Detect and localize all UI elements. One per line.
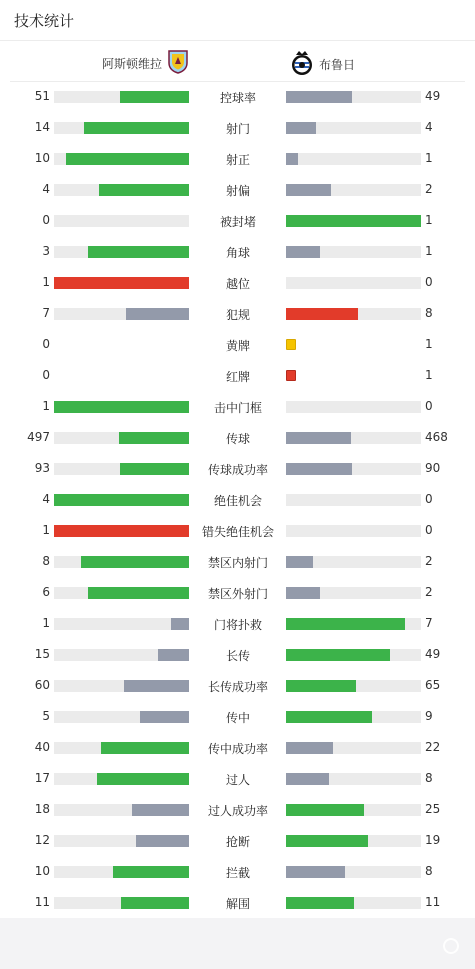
away-stat-value: 90 bbox=[425, 461, 441, 475]
home-stat-value: 10 bbox=[34, 864, 50, 878]
away-stat-bar bbox=[286, 587, 421, 599]
home-stat-bar bbox=[54, 91, 189, 103]
stat-row bbox=[0, 298, 475, 329]
home-stat-bar-fill bbox=[140, 711, 189, 723]
away-stat-bar-fill bbox=[286, 246, 320, 258]
home-stat-value: 60 bbox=[34, 678, 50, 692]
away-stat-bar bbox=[286, 804, 421, 816]
home-stat-value: 1 bbox=[42, 399, 50, 413]
home-stat-value: 4 bbox=[42, 182, 50, 196]
away-stat-bar bbox=[286, 153, 421, 165]
home-stat-bar bbox=[54, 897, 189, 909]
stat-label: 传中 bbox=[225, 711, 250, 725]
away-stat-bar bbox=[286, 215, 421, 227]
stat-row bbox=[0, 546, 475, 577]
away-stat-value: 1 bbox=[425, 151, 433, 165]
away-stat-bar bbox=[286, 277, 421, 289]
stat-row bbox=[0, 639, 475, 670]
stat-label: 传球 bbox=[225, 432, 250, 446]
home-stat-value: 8 bbox=[42, 554, 50, 568]
home-stat-bar-fill bbox=[54, 525, 189, 537]
home-stat-bar bbox=[54, 587, 189, 599]
away-stat-bar-fill bbox=[286, 432, 351, 444]
away-stat-bar bbox=[286, 618, 421, 630]
away-stat-bar bbox=[286, 649, 421, 661]
stat-row bbox=[0, 267, 475, 298]
home-stat-bar-fill bbox=[136, 835, 189, 847]
home-stat-bar bbox=[54, 153, 189, 165]
home-stat-bar-fill bbox=[121, 897, 189, 909]
away-stat-bar-fill bbox=[286, 122, 316, 134]
away-stat-value: 8 bbox=[425, 306, 433, 320]
stat-row bbox=[0, 453, 475, 484]
stat-label: 传球成功率 bbox=[207, 463, 268, 477]
home-stat-bar bbox=[54, 432, 189, 444]
away-stat-bar-fill bbox=[286, 897, 354, 909]
home-stat-bar bbox=[54, 742, 189, 754]
home-stat-value: 6 bbox=[42, 585, 50, 599]
away-stat-bar-fill bbox=[286, 618, 405, 630]
stat-label: 击中门框 bbox=[213, 401, 262, 415]
stat-row bbox=[0, 391, 475, 422]
stat-row bbox=[0, 515, 475, 546]
home-stat-bar bbox=[54, 184, 189, 196]
home-stat-value: 51 bbox=[34, 89, 50, 103]
away-stat-bar bbox=[286, 308, 421, 320]
home-stat-bar-fill bbox=[54, 401, 189, 413]
away-stat-bar bbox=[286, 711, 421, 723]
away-stat-value: 19 bbox=[425, 833, 441, 847]
watermark bbox=[443, 938, 465, 954]
away-stat-bar-fill bbox=[286, 742, 333, 754]
away-stat-bar bbox=[286, 742, 421, 754]
home-stat-bar bbox=[54, 773, 189, 785]
away-stat-value: 1 bbox=[425, 368, 433, 382]
home-team-name: 阿斯顿维拉 bbox=[102, 57, 163, 71]
away-stat-bar bbox=[286, 432, 421, 444]
away-stat-bar bbox=[286, 835, 421, 847]
away-stat-bar-fill bbox=[286, 711, 372, 723]
away-stat-bar bbox=[286, 525, 421, 537]
home-stat-value: 497 bbox=[27, 430, 50, 444]
home-stat-value: 3 bbox=[42, 244, 50, 258]
away-stat-value: 7 bbox=[425, 616, 433, 630]
away-stat-value: 65 bbox=[425, 678, 441, 692]
stat-label: 门将扑救 bbox=[213, 618, 262, 632]
away-stat-value: 2 bbox=[425, 585, 433, 599]
stat-label: 射正 bbox=[225, 153, 250, 167]
red-card-icon bbox=[286, 370, 296, 381]
away-stat-bar bbox=[286, 122, 421, 134]
stat-label: 过人成功率 bbox=[207, 804, 268, 818]
aston-villa-crest-icon bbox=[168, 50, 188, 77]
away-stat-value: 0 bbox=[425, 275, 433, 289]
stat-row bbox=[0, 174, 475, 205]
away-stat-value: 8 bbox=[425, 771, 433, 785]
home-stat-bar bbox=[54, 215, 189, 227]
away-stat-value: 1 bbox=[425, 244, 433, 258]
home-stat-bar bbox=[54, 401, 189, 413]
home-stat-bar-fill bbox=[84, 122, 189, 134]
away-stat-bar bbox=[286, 91, 421, 103]
home-stat-value: 11 bbox=[34, 895, 50, 909]
home-stat-value: 10 bbox=[34, 151, 50, 165]
away-team-name: 布鲁日 bbox=[319, 58, 356, 72]
away-stat-value: 49 bbox=[425, 89, 441, 103]
away-stat-value: 11 bbox=[425, 895, 441, 909]
stat-label: 越位 bbox=[225, 277, 250, 291]
home-stat-value: 7 bbox=[42, 306, 50, 320]
watermark-logo-icon bbox=[443, 938, 459, 954]
stat-label: 射偏 bbox=[225, 184, 250, 198]
teams-header bbox=[10, 41, 465, 82]
stat-row bbox=[0, 856, 475, 887]
home-stat-bar bbox=[54, 866, 189, 878]
away-stat-bar-fill bbox=[286, 91, 352, 103]
stat-label: 绝佳机会 bbox=[213, 494, 262, 508]
stat-row bbox=[0, 608, 475, 639]
home-stat-bar-fill bbox=[99, 184, 189, 196]
home-stat-bar-fill bbox=[124, 680, 189, 692]
away-stat-value: 9 bbox=[425, 709, 433, 723]
stat-row bbox=[0, 143, 475, 174]
home-stat-value: 0 bbox=[42, 337, 50, 351]
home-stat-bar-fill bbox=[113, 866, 189, 878]
home-stat-bar-fill bbox=[81, 556, 189, 568]
stat-row bbox=[0, 422, 475, 453]
home-stat-bar-fill bbox=[120, 463, 189, 475]
home-stat-bar bbox=[54, 122, 189, 134]
home-stat-bar-fill bbox=[88, 587, 189, 599]
home-stat-bar-fill bbox=[97, 773, 189, 785]
footer bbox=[0, 918, 475, 969]
home-stat-bar-fill bbox=[158, 649, 189, 661]
stat-row bbox=[0, 794, 475, 825]
stat-label: 控球率 bbox=[219, 91, 256, 105]
home-stat-bar-fill bbox=[54, 494, 189, 506]
home-stat-bar bbox=[54, 494, 189, 506]
stat-label: 抢断 bbox=[225, 835, 250, 849]
stat-row bbox=[0, 112, 475, 143]
stat-label: 角球 bbox=[225, 246, 250, 260]
stat-label: 长传成功率 bbox=[207, 680, 268, 694]
stat-row bbox=[0, 577, 475, 608]
home-stat-bar bbox=[54, 556, 189, 568]
stat-label: 射门 bbox=[225, 122, 250, 136]
home-stat-bar-fill bbox=[126, 308, 189, 320]
away-stat-value: 8 bbox=[425, 864, 433, 878]
home-stat-bar-fill bbox=[132, 804, 189, 816]
away-stat-bar bbox=[286, 773, 421, 785]
stat-row bbox=[0, 329, 475, 360]
home-stat-bar bbox=[54, 680, 189, 692]
away-stat-bar bbox=[286, 184, 421, 196]
stat-row bbox=[0, 732, 475, 763]
stat-row bbox=[0, 236, 475, 267]
away-stat-bar-fill bbox=[286, 184, 331, 196]
home-stat-value: 18 bbox=[34, 802, 50, 816]
away-stat-bar-fill bbox=[286, 587, 320, 599]
stat-label: 错失绝佳机会 bbox=[201, 525, 274, 539]
stat-label: 犯规 bbox=[225, 308, 250, 322]
away-stat-value: 1 bbox=[425, 213, 433, 227]
home-team[interactable] bbox=[102, 50, 188, 77]
stat-row bbox=[0, 825, 475, 856]
home-stat-value: 1 bbox=[42, 275, 50, 289]
away-stat-bar-fill bbox=[286, 773, 329, 785]
home-stat-bar-fill bbox=[66, 153, 189, 165]
away-stat-value: 2 bbox=[425, 182, 433, 196]
stat-label: 禁区外射门 bbox=[207, 587, 268, 601]
home-stat-value: 40 bbox=[34, 740, 50, 754]
home-stat-bar-fill bbox=[88, 246, 189, 258]
away-stat-bar-fill bbox=[286, 866, 345, 878]
away-stat-bar bbox=[286, 401, 421, 413]
home-stat-bar-fill bbox=[54, 277, 189, 289]
stat-row bbox=[0, 701, 475, 732]
yellow-card-icon bbox=[286, 339, 296, 350]
home-stat-value: 0 bbox=[42, 213, 50, 227]
away-stat-bar bbox=[286, 556, 421, 568]
home-stat-value: 1 bbox=[42, 616, 50, 630]
away-stat-bar-fill bbox=[286, 308, 358, 320]
home-stat-value: 14 bbox=[34, 120, 50, 134]
home-stat-value: 5 bbox=[42, 709, 50, 723]
away-stat-bar bbox=[286, 494, 421, 506]
away-stat-value: 0 bbox=[425, 492, 433, 506]
away-stat-value: 468 bbox=[425, 430, 448, 444]
away-team[interactable] bbox=[291, 50, 355, 79]
stat-label: 传中成功率 bbox=[207, 742, 268, 756]
home-stat-bar bbox=[54, 246, 189, 258]
section-header bbox=[0, 0, 475, 41]
away-stat-bar-fill bbox=[286, 649, 390, 661]
away-stat-bar-fill bbox=[286, 804, 364, 816]
away-stat-value: 22 bbox=[425, 740, 441, 754]
home-stat-bar bbox=[54, 711, 189, 723]
page-title: 技术统计 bbox=[14, 12, 75, 30]
away-stat-bar bbox=[286, 463, 421, 475]
home-stat-bar bbox=[54, 804, 189, 816]
stat-row bbox=[0, 81, 475, 112]
stat-row bbox=[0, 360, 475, 391]
home-stat-bar-fill bbox=[119, 432, 189, 444]
stat-label: 解围 bbox=[225, 897, 250, 911]
home-stat-bar bbox=[54, 649, 189, 661]
away-stat-bar bbox=[286, 897, 421, 909]
away-stat-value: 1 bbox=[425, 337, 433, 351]
away-stat-value: 0 bbox=[425, 399, 433, 413]
away-stat-value: 0 bbox=[425, 523, 433, 537]
home-stat-bar bbox=[54, 463, 189, 475]
stat-label: 过人 bbox=[225, 773, 250, 787]
home-stat-bar-fill bbox=[120, 91, 189, 103]
stats-list bbox=[0, 81, 475, 918]
away-stat-value: 2 bbox=[425, 554, 433, 568]
away-stat-bar bbox=[286, 866, 421, 878]
home-stat-bar-fill bbox=[101, 742, 189, 754]
away-stat-bar bbox=[286, 246, 421, 258]
stat-label: 黄牌 bbox=[225, 339, 250, 353]
stat-label: 长传 bbox=[225, 649, 250, 663]
home-stat-bar-fill bbox=[171, 618, 189, 630]
stat-label: 被封堵 bbox=[219, 215, 256, 229]
home-stat-value: 17 bbox=[34, 771, 50, 785]
home-stat-value: 93 bbox=[34, 461, 50, 475]
stat-row bbox=[0, 670, 475, 701]
home-stat-bar bbox=[54, 618, 189, 630]
home-stat-value: 15 bbox=[34, 647, 50, 661]
away-stat-bar-fill bbox=[286, 215, 421, 227]
away-stat-bar-fill bbox=[286, 835, 368, 847]
stat-label: 禁区内射门 bbox=[207, 556, 268, 570]
home-stat-bar bbox=[54, 277, 189, 289]
stat-row bbox=[0, 763, 475, 794]
away-stat-bar-fill bbox=[286, 463, 352, 475]
home-stat-bar bbox=[54, 835, 189, 847]
stat-row bbox=[0, 887, 475, 918]
stat-label: 拦截 bbox=[225, 866, 250, 880]
club-brugge-crest-icon bbox=[291, 50, 313, 79]
stat-label: 红牌 bbox=[225, 370, 250, 384]
stat-row bbox=[0, 484, 475, 515]
away-stat-value: 49 bbox=[425, 647, 441, 661]
stat-row bbox=[0, 205, 475, 236]
away-stat-value: 4 bbox=[425, 120, 433, 134]
home-stat-value: 12 bbox=[34, 833, 50, 847]
away-stat-value: 25 bbox=[425, 802, 441, 816]
away-stat-bar bbox=[286, 680, 421, 692]
home-stat-value: 1 bbox=[42, 523, 50, 537]
away-stat-bar-fill bbox=[286, 153, 298, 165]
home-stat-bar bbox=[54, 308, 189, 320]
home-stat-bar bbox=[54, 525, 189, 537]
home-stat-value: 4 bbox=[42, 492, 50, 506]
away-stat-bar-fill bbox=[286, 680, 356, 692]
home-stat-value: 0 bbox=[42, 368, 50, 382]
away-stat-bar-fill bbox=[286, 556, 313, 568]
